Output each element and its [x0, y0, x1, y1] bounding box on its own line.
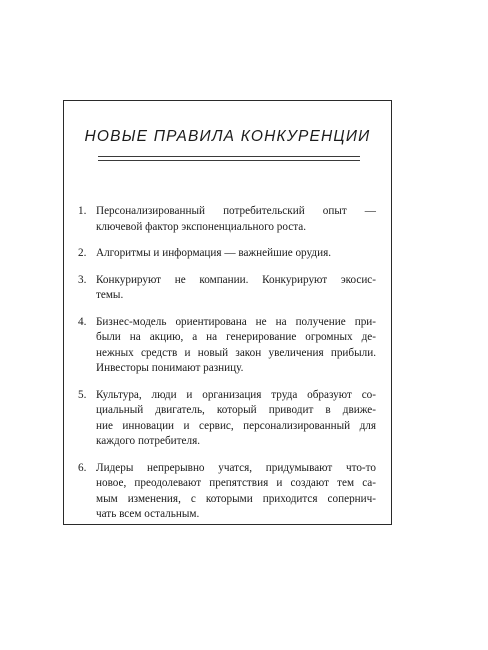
- item-line: каждого потребителя.: [96, 435, 201, 447]
- rules-list: [78, 204, 376, 534]
- list-item: [78, 461, 376, 523]
- item-number: 1.: [78, 205, 87, 217]
- item-number: 2.: [78, 247, 87, 259]
- item-number: 3.: [78, 273, 87, 286]
- title-rule-top: [98, 156, 360, 157]
- item-line: чать всем остальным.: [96, 508, 200, 520]
- list-item: [78, 246, 376, 262]
- item-line: Бизнес-модель ориентирована не на получение при-: [96, 315, 376, 328]
- item-line: ние инновации и сервис, персонализированный для: [96, 419, 376, 432]
- item-line: нежных средств и новый закон увеличения прибыли.: [96, 346, 376, 359]
- title-rule-bottom: [98, 160, 360, 161]
- item-text: [96, 315, 376, 377]
- item-line: ключевой фактор экспоненциального роста.: [96, 220, 307, 233]
- item-line: Персонализированный потребительский опыт —: [96, 205, 376, 217]
- item-line: Культура, люди и организация труда образуют со-: [96, 388, 376, 401]
- box-title: НОВЫЕ ПРАВИЛА КОНКУРЕНЦИИ: [84, 128, 371, 145]
- item-line: Инвесторы понимают разницу.: [96, 362, 244, 374]
- item-line: циальный двигатель, который приводит в движе-: [96, 404, 376, 416]
- item-number: 6.: [78, 461, 87, 474]
- list-item: [78, 273, 376, 304]
- item-line: новое, преодолевают препятствия и создают тем са-: [96, 477, 376, 489]
- item-line: Алгоритмы и информация — важнейшие орудия.: [96, 247, 332, 259]
- item-number: 5.: [78, 388, 87, 401]
- item-text: [96, 246, 376, 262]
- item-text: [96, 204, 376, 235]
- item-text: [96, 461, 376, 523]
- list-item: [78, 315, 376, 377]
- item-text: [96, 388, 376, 450]
- list-item: [78, 204, 376, 235]
- item-line: мым изменения, с которыми приходится сопернич-: [96, 492, 376, 505]
- list-item: [78, 388, 376, 450]
- item-number: 4.: [78, 315, 87, 328]
- item-line: темы.: [96, 289, 124, 301]
- item-line: были на акцию, а на генерирование огромных де-: [96, 331, 376, 343]
- item-line: Конкурируют не компании. Конкурируют экосис-: [96, 273, 376, 286]
- item-text: [96, 273, 376, 304]
- item-line: Лидеры непрерывно учатся, придумывают что-то: [96, 461, 376, 474]
- rules-box: [63, 100, 392, 525]
